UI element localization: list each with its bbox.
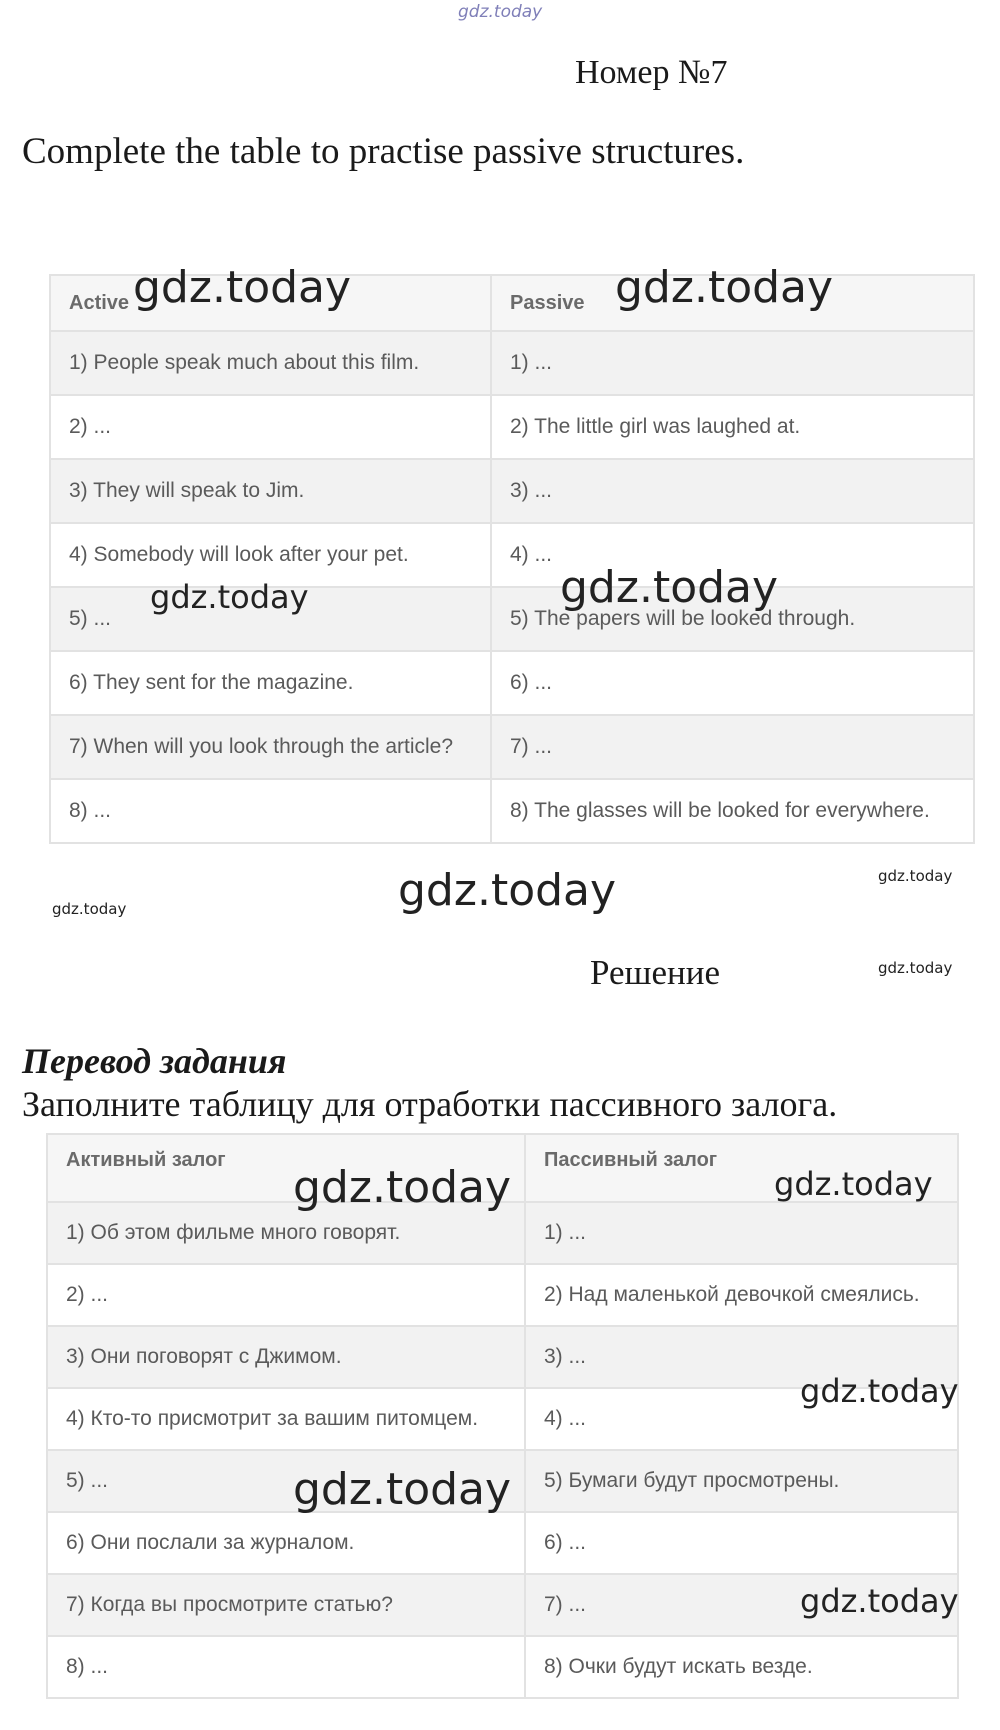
- active-cell: 6) They sent for the magazine.: [50, 651, 491, 715]
- table-row: [47, 1264, 958, 1326]
- active-cell: 3) They will speak to Jim.: [50, 459, 491, 523]
- passive-cell: 8) The glasses will be looked for everywhere.: [491, 779, 974, 843]
- passive-cell: 4) ...: [491, 523, 974, 587]
- translation-text: Заполните таблицу для отработки пассивного залога.: [22, 1084, 838, 1124]
- watermark: gdz.today: [615, 262, 834, 313]
- active-cell: 2) ...: [47, 1264, 525, 1326]
- passive-cell: 3) ...: [525, 1326, 958, 1388]
- watermark: gdz.today: [878, 959, 953, 977]
- passive-cell: 6) ...: [491, 651, 974, 715]
- passive-cell: 7) ...: [491, 715, 974, 779]
- passive-cell: 1) ...: [525, 1202, 958, 1264]
- table-row: [50, 459, 974, 523]
- watermark: gdz.today: [878, 867, 953, 885]
- active-cell: 1) Об этом фильме много говорят.: [47, 1202, 525, 1264]
- watermark: gdz.today: [150, 578, 309, 616]
- active-cell: 1) People speak much about this film.: [50, 331, 491, 395]
- active-cell: 4) Кто-то присмотрит за вашим питомцем.: [47, 1388, 525, 1450]
- column-header-active: Active: [50, 275, 491, 331]
- passive-cell: 1) ...: [491, 331, 974, 395]
- watermark: gdz.today: [458, 2, 543, 22]
- table-row: [50, 779, 974, 843]
- active-cell: 5) ...: [47, 1450, 525, 1512]
- watermark: gdz.today: [133, 262, 352, 313]
- table-row: [50, 715, 974, 779]
- table-row: [50, 395, 974, 459]
- active-cell: 7) When will you look through the article?: [50, 715, 491, 779]
- passive-cell: 2) The little girl was laughed at.: [491, 395, 974, 459]
- passive-cell: 5) The papers will be looked through.: [491, 587, 974, 651]
- exercise-table-english: [49, 274, 975, 844]
- passive-cell: 4) ...: [525, 1388, 958, 1450]
- passive-cell: 8) Очки будут искать везде.: [525, 1636, 958, 1698]
- watermark: gdz.today: [560, 562, 779, 613]
- active-cell: 3) Они поговорят с Джимом.: [47, 1326, 525, 1388]
- passive-cell: 3) ...: [491, 459, 974, 523]
- task-title: Номер №7: [575, 54, 728, 91]
- solution-title: Решение: [590, 953, 721, 992]
- passive-cell: 7) ...: [525, 1574, 958, 1636]
- watermark: gdz.today: [293, 1464, 512, 1515]
- watermark: gdz.today: [398, 865, 617, 916]
- passive-cell: 2) Над маленькой девочкой смеялись.: [525, 1264, 958, 1326]
- watermark: gdz.today: [800, 1582, 959, 1620]
- passive-cell: 6) ...: [525, 1512, 958, 1574]
- table-row: [50, 331, 974, 395]
- active-cell: 6) Они послали за журналом.: [47, 1512, 525, 1574]
- active-cell: 4) Somebody will look after your pet.: [50, 523, 491, 587]
- instruction-text: Complete the table to practise passive structures.: [22, 131, 745, 172]
- active-cell: 7) Когда вы просмотрите статью?: [47, 1574, 525, 1636]
- active-cell: 5) ...: [50, 587, 491, 651]
- table-row: [47, 1512, 958, 1574]
- watermark: gdz.today: [800, 1372, 959, 1410]
- active-cell: 8) ...: [50, 779, 491, 843]
- column-header-passive: Passive: [491, 275, 974, 331]
- table-row: [50, 651, 974, 715]
- table-row: [47, 1636, 958, 1698]
- watermark: gdz.today: [293, 1162, 512, 1213]
- translation-heading: Перевод задания: [22, 1041, 287, 1081]
- watermark: gdz.today: [52, 900, 127, 918]
- active-cell: 2) ...: [50, 395, 491, 459]
- watermark: gdz.today: [774, 1165, 933, 1203]
- passive-cell: 5) Бумаги будут просмотрены.: [525, 1450, 958, 1512]
- column-header-active: Активный залог: [47, 1134, 525, 1202]
- active-cell: 8) ...: [47, 1636, 525, 1698]
- column-header-passive: Пассивный залог: [525, 1134, 958, 1202]
